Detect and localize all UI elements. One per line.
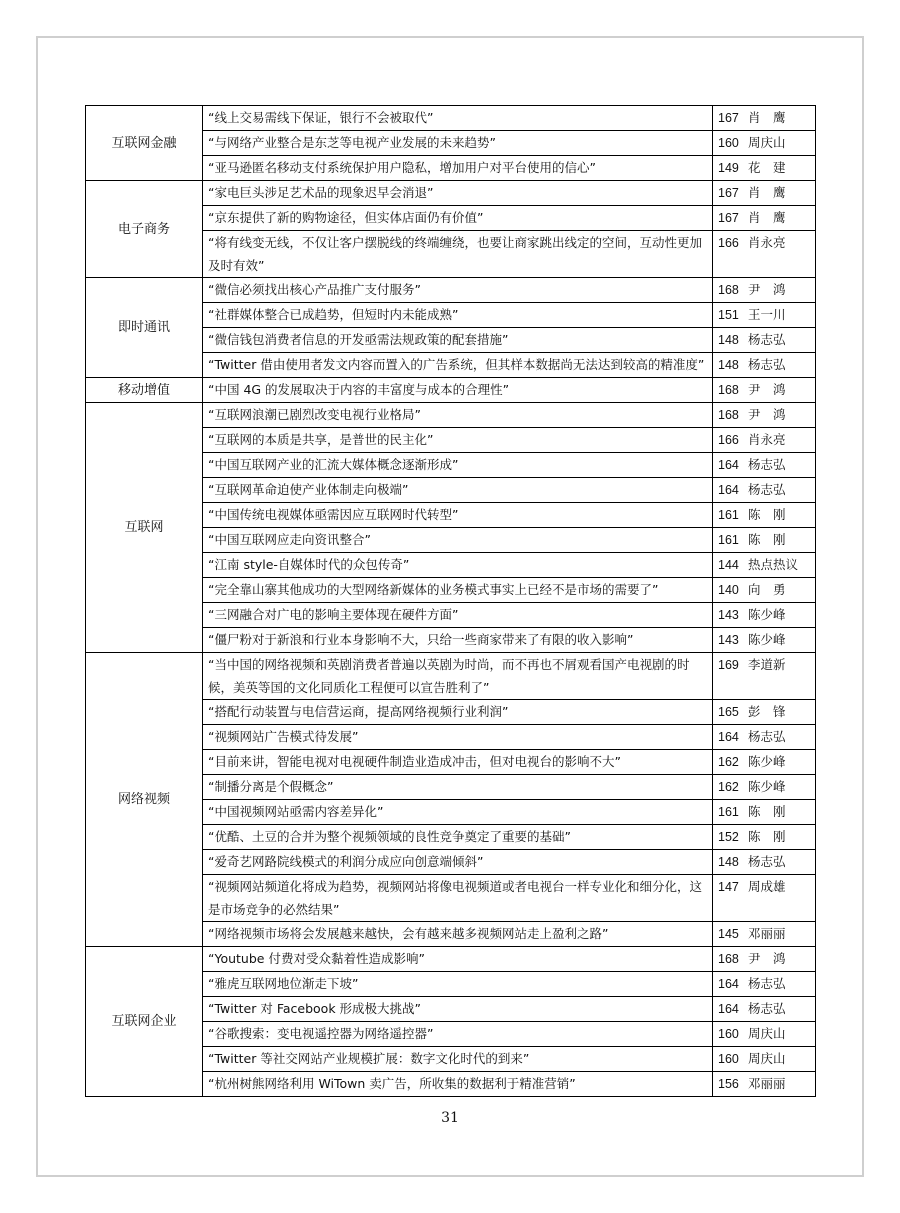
author-name: 尹 鸿 bbox=[747, 407, 786, 422]
page-author-cell bbox=[713, 478, 816, 503]
page-author-cell bbox=[713, 156, 816, 181]
page-ref: 161 bbox=[718, 805, 739, 819]
page-author-cell bbox=[713, 653, 816, 700]
page-author-cell bbox=[713, 378, 816, 403]
page-author-cell bbox=[713, 428, 816, 453]
author-name: 彭 锋 bbox=[747, 704, 786, 719]
author-name: 杨志弘 bbox=[747, 457, 786, 472]
page-author-cell bbox=[713, 725, 816, 750]
author-name: 杨志弘 bbox=[747, 482, 786, 497]
article-title: “亚马逊匿名移动支付系统保护用户隐私，增加用户对平台使用的信心” bbox=[203, 156, 713, 181]
page-author-cell bbox=[713, 947, 816, 972]
page-author-cell bbox=[713, 1072, 816, 1097]
author-name: 陈少峰 bbox=[747, 632, 786, 647]
page-author-cell bbox=[713, 875, 816, 922]
page-author-cell bbox=[713, 206, 816, 231]
article-title: “杭州树熊网络利用 WiTown 卖广告，所收集的数据利于精准营销” bbox=[203, 1072, 713, 1097]
article-title: “谷歌搜索：变电视遥控器为网络遥控器” bbox=[203, 1022, 713, 1047]
index-table-body bbox=[86, 106, 816, 1097]
author-name: 陈少峰 bbox=[747, 754, 786, 769]
page-ref: 167 bbox=[718, 186, 739, 200]
article-title: “完全靠山寨其他成功的大型网络新媒体的业务模式事实上已经不是市场的需要了” bbox=[203, 578, 713, 603]
table-row bbox=[86, 106, 816, 131]
article-title: “中国互联网产业的汇流大媒体概念逐渐形成” bbox=[203, 453, 713, 478]
page-author-cell bbox=[713, 106, 816, 131]
author-name: 热点热议 bbox=[747, 557, 798, 572]
page-author-cell bbox=[713, 131, 816, 156]
page-ref: 144 bbox=[718, 558, 739, 572]
page-author-cell bbox=[713, 403, 816, 428]
page-author-cell bbox=[713, 825, 816, 850]
author-name: 杨志弘 bbox=[747, 1001, 786, 1016]
article-title: “互联网的本质是共享，是普世的民主化” bbox=[203, 428, 713, 453]
page-ref: 164 bbox=[718, 730, 739, 744]
article-title: “雅虎互联网地位渐走下坡” bbox=[203, 972, 713, 997]
article-title: “微信钱包消费者信息的开发亟需法规政策的配套措施” bbox=[203, 328, 713, 353]
article-title: “中国视频网站亟需内容差异化” bbox=[203, 800, 713, 825]
article-title: “将有线变无线，不仅让客户摆脱线的终端缠绕，也要让商家跳出线定的空间，互动性更加及时有效” bbox=[203, 231, 713, 278]
author-name: 肖 鹰 bbox=[747, 210, 786, 225]
page-ref: 168 bbox=[718, 283, 739, 297]
article-title: “目前来讲，智能电视对电视硬件制造业造成冲击，但对电视台的影响不大” bbox=[203, 750, 713, 775]
page-ref: 148 bbox=[718, 855, 739, 869]
page-author-cell bbox=[713, 303, 816, 328]
category-cell: 电子商务 bbox=[86, 181, 203, 278]
page-author-cell bbox=[713, 775, 816, 800]
article-title: “Twitter 等社交网站产业规模扩展：数字文化时代的到来” bbox=[203, 1047, 713, 1072]
article-title: “微信必须找出核心产品推广支付服务” bbox=[203, 278, 713, 303]
article-title: “家电巨头涉足艺术品的现象迟早会消退” bbox=[203, 181, 713, 206]
page-ref: 152 bbox=[718, 830, 739, 844]
article-title: “爱奇艺网路院线模式的利润分成应向创意端倾斜” bbox=[203, 850, 713, 875]
article-title: “互联网革命迫使产业体制走向极端” bbox=[203, 478, 713, 503]
author-name: 尹 鸿 bbox=[747, 382, 786, 397]
page-ref: 143 bbox=[718, 608, 739, 622]
article-title: “Twitter 对 Facebook 形成极大挑战” bbox=[203, 997, 713, 1022]
author-name: 尹 鸿 bbox=[747, 282, 786, 297]
page-ref: 166 bbox=[718, 236, 739, 250]
page-ref: 160 bbox=[718, 1052, 739, 1066]
page-ref: 164 bbox=[718, 458, 739, 472]
page-ref: 160 bbox=[718, 1027, 739, 1041]
page-author-cell bbox=[713, 553, 816, 578]
page-author-cell bbox=[713, 972, 816, 997]
category-cell: 移动增值 bbox=[86, 378, 203, 403]
page-author-cell bbox=[713, 503, 816, 528]
page-ref: 151 bbox=[718, 308, 739, 322]
article-title: “Twitter 借由使用者发文内容而置入的广告系统，但其样本数据尚无法达到较高的精准度” bbox=[203, 353, 713, 378]
page-ref: 140 bbox=[718, 583, 739, 597]
article-title: “视频网站广告模式待发展” bbox=[203, 725, 713, 750]
author-name: 杨志弘 bbox=[747, 854, 786, 869]
page-ref: 161 bbox=[718, 508, 739, 522]
page-ref: 164 bbox=[718, 483, 739, 497]
article-title: “中国 4G 的发展取决于内容的丰富度与成本的合理性” bbox=[203, 378, 713, 403]
article-title: “Youtube 付费对受众黏着性造成影响” bbox=[203, 947, 713, 972]
author-name: 周庆山 bbox=[747, 135, 786, 150]
page-author-cell bbox=[713, 800, 816, 825]
index-table bbox=[85, 105, 816, 1097]
category-cell: 互联网 bbox=[86, 403, 203, 653]
author-name: 李道新 bbox=[747, 657, 786, 672]
page-ref: 148 bbox=[718, 333, 739, 347]
page-ref: 169 bbox=[718, 658, 739, 672]
article-title: “中国传统电视媒体亟需因应互联网时代转型” bbox=[203, 503, 713, 528]
author-name: 陈少峰 bbox=[747, 607, 786, 622]
page-ref: 165 bbox=[718, 705, 739, 719]
author-name: 杨志弘 bbox=[747, 357, 786, 372]
category-cell: 网络视频 bbox=[86, 653, 203, 947]
page-author-cell bbox=[713, 181, 816, 206]
page-author-cell bbox=[713, 231, 816, 278]
author-name: 杨志弘 bbox=[747, 332, 786, 347]
article-title: “当中国的网络视频和英剧消费者普遍以英剧为时尚，而不再也不屑观看国产电视剧的时候，美英等国的文化同质化工程便可以宣告胜利了” bbox=[203, 653, 713, 700]
table-row bbox=[86, 947, 816, 972]
author-name: 杨志弘 bbox=[747, 976, 786, 991]
page-author-cell bbox=[713, 750, 816, 775]
page-ref: 167 bbox=[718, 111, 739, 125]
page-author-cell bbox=[713, 628, 816, 653]
author-name: 陈 刚 bbox=[747, 532, 786, 547]
category-cell: 互联网金融 bbox=[86, 106, 203, 181]
page-ref: 162 bbox=[718, 780, 739, 794]
table-row bbox=[86, 653, 816, 700]
article-title: “三网融合对广电的影响主要体现在硬件方面” bbox=[203, 603, 713, 628]
author-name: 邓丽丽 bbox=[747, 926, 786, 941]
article-title: “京东提供了新的购物途径，但实体店面仍有价值” bbox=[203, 206, 713, 231]
page-author-cell bbox=[713, 1047, 816, 1072]
page-author-cell bbox=[713, 278, 816, 303]
page-number: 31 bbox=[441, 1110, 459, 1126]
table-row bbox=[86, 181, 816, 206]
page-ref: 149 bbox=[718, 161, 739, 175]
page-author-cell bbox=[713, 528, 816, 553]
author-name: 周庆山 bbox=[747, 1026, 786, 1041]
author-name: 肖 鹰 bbox=[747, 110, 786, 125]
page-ref: 161 bbox=[718, 533, 739, 547]
page-author-cell bbox=[713, 922, 816, 947]
category-cell: 即时通讯 bbox=[86, 278, 203, 378]
page-ref: 164 bbox=[718, 1002, 739, 1016]
author-name: 邓丽丽 bbox=[747, 1076, 786, 1091]
article-title: “江南 style-自媒体时代的众包传奇” bbox=[203, 553, 713, 578]
table-row bbox=[86, 403, 816, 428]
author-name: 肖永亮 bbox=[747, 432, 786, 447]
article-title: “与网络产业整合是东芝等电视产业发展的未来趋势” bbox=[203, 131, 713, 156]
page-author-cell bbox=[713, 328, 816, 353]
article-title: “网络视频市场将会发展越来越快，会有越来越多视频网站走上盈利之路” bbox=[203, 922, 713, 947]
author-name: 王一川 bbox=[747, 307, 786, 322]
author-name: 周成雄 bbox=[747, 879, 786, 894]
author-name: 周庆山 bbox=[747, 1051, 786, 1066]
author-name: 尹 鸿 bbox=[747, 951, 786, 966]
page-ref: 143 bbox=[718, 633, 739, 647]
page-ref: 156 bbox=[718, 1077, 739, 1091]
page-ref: 166 bbox=[718, 433, 739, 447]
page-author-cell bbox=[713, 353, 816, 378]
page-author-cell bbox=[713, 997, 816, 1022]
page-author-cell bbox=[713, 850, 816, 875]
author-name: 向 勇 bbox=[747, 582, 786, 597]
page-ref: 167 bbox=[718, 211, 739, 225]
page-ref: 147 bbox=[718, 880, 739, 894]
page-author-cell bbox=[713, 603, 816, 628]
article-title: “社群媒体整合已成趋势，但短时内未能成熟” bbox=[203, 303, 713, 328]
author-name: 杨志弘 bbox=[747, 729, 786, 744]
table-row bbox=[86, 278, 816, 303]
article-title: “制播分离是个假概念” bbox=[203, 775, 713, 800]
page-ref: 160 bbox=[718, 136, 739, 150]
author-name: 花 建 bbox=[747, 160, 786, 175]
page-ref: 164 bbox=[718, 977, 739, 991]
page-author-cell bbox=[713, 578, 816, 603]
article-title: “互联网浪潮已剧烈改变电视行业格局” bbox=[203, 403, 713, 428]
author-name: 陈 刚 bbox=[747, 507, 786, 522]
article-title: “僵尸粉对于新浪和行业本身影响不大，只给一些商家带来了有限的收入影响” bbox=[203, 628, 713, 653]
article-title: “搭配行动装置与电信营运商，提高网络视频行业利润” bbox=[203, 700, 713, 725]
page-ref: 168 bbox=[718, 383, 739, 397]
author-name: 肖 鹰 bbox=[747, 185, 786, 200]
article-title: “优酷、土豆的合并为整个视频领域的良性竞争奠定了重要的基础” bbox=[203, 825, 713, 850]
author-name: 肖永亮 bbox=[747, 235, 786, 250]
author-name: 陈 刚 bbox=[747, 829, 786, 844]
page-ref: 168 bbox=[718, 952, 739, 966]
page-ref: 162 bbox=[718, 755, 739, 769]
page-ref: 168 bbox=[718, 408, 739, 422]
category-cell: 互联网企业 bbox=[86, 947, 203, 1097]
table-row bbox=[86, 378, 816, 403]
page-ref: 148 bbox=[718, 358, 739, 372]
page-author-cell bbox=[713, 700, 816, 725]
article-title: “视频网站频道化将成为趋势，视频网站将像电视频道或者电视台一样专业化和细分化，这是市场竞争的必然结果” bbox=[203, 875, 713, 922]
article-title: “线上交易需线下保证，银行不会被取代” bbox=[203, 106, 713, 131]
page-ref: 145 bbox=[718, 927, 739, 941]
article-title: “中国互联网应走向资讯整合” bbox=[203, 528, 713, 553]
author-name: 陈 刚 bbox=[747, 804, 786, 819]
page-author-cell bbox=[713, 453, 816, 478]
page-author-cell bbox=[713, 1022, 816, 1047]
author-name: 陈少峰 bbox=[747, 779, 786, 794]
